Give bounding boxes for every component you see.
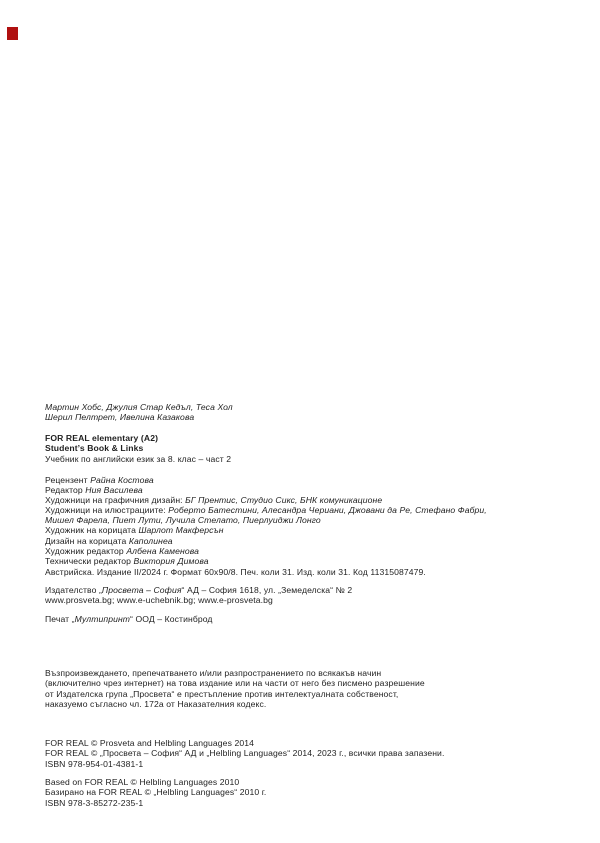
edition-imprint-line [45, 567, 570, 577]
text-line [45, 556, 570, 566]
text-line [45, 699, 570, 709]
text-line [45, 738, 570, 748]
text-segment: Student’s Book & Links [45, 443, 144, 454]
text-line [45, 787, 570, 797]
text-line [45, 689, 570, 699]
text-segment: Шерил Пелтрет, Ивелина Казакова [45, 412, 195, 423]
text-segment: Райна Костова [90, 475, 154, 485]
text-line [45, 475, 570, 485]
text-line [45, 585, 570, 595]
text-segment: Художник на корицата [45, 525, 139, 536]
authors-block [45, 402, 570, 423]
book-title-block [45, 433, 570, 464]
text-line [45, 515, 570, 525]
text-segment: Технически редактор [45, 555, 134, 566]
copyright-block [45, 738, 570, 769]
text-segment: Мартин Хобс, Джулия Стар Кедъл, Теса Хол [45, 402, 233, 412]
text-line [45, 798, 570, 808]
text-segment: Шарлот Макферсън [138, 525, 224, 536]
text-segment: Рецензент [45, 475, 91, 485]
text-segment: ISBN 978-3-85272-235-1 [45, 797, 144, 808]
text-segment: БГ Прентис, Студио Сикс, БНК комуникационе [185, 495, 383, 506]
text-line [45, 433, 570, 443]
text-segment: FOR REAL © „Просвета – София“ АД и „Helbling Languages“ 2014, 2023 г., всички права запазени. [45, 748, 445, 759]
text-segment: Възпроизвеждането, препечатването и/или разпространението по всякакъв начин [45, 668, 382, 678]
text-segment: Австрийска. Издание II/2024 г. Формат 60х90/8. Печ. коли 31. Изд. коли 31. Код 11315087479. [45, 567, 426, 577]
red-square-mark [7, 27, 18, 40]
text-segment: Редактор [45, 485, 86, 496]
text-segment: Художници на графичния дизайн: [45, 495, 186, 506]
text-segment: Просвета – София [101, 585, 182, 595]
text-segment: Ния Василева [85, 485, 143, 496]
text-line [45, 412, 570, 422]
text-segment: www.prosveta.bg; www.e-uchebnik.bg; www.e-prosveta.bg [45, 595, 273, 606]
text-line [45, 748, 570, 758]
text-segment: FOR REAL elementary (A2) [45, 433, 159, 443]
text-line [45, 595, 570, 605]
printer-line [45, 614, 570, 624]
text-segment: Албена Каменова [126, 545, 200, 556]
text-line [45, 443, 570, 453]
legal-notice-block [45, 668, 570, 709]
text-line [45, 402, 570, 412]
text-line [45, 454, 570, 464]
text-line [45, 505, 570, 515]
text-line [45, 525, 570, 535]
text-line [45, 668, 570, 678]
text-segment: Мултипринт [74, 614, 131, 624]
text-segment: Печат „ [45, 614, 75, 624]
based-on-copyright-block [45, 777, 570, 808]
text-segment: Мишел Фарела, Пиет Лути, Лучила Стелато, Пиерлуиджи Лонго [45, 515, 321, 526]
publisher-block [45, 585, 570, 606]
text-segment: Дизайн на корицата [45, 535, 129, 546]
text-line [45, 614, 570, 624]
text-segment: Художници на илюстрациите: [45, 505, 169, 516]
text-segment: “ ООД – Костинброд [130, 614, 213, 624]
text-line [45, 567, 570, 577]
text-line [45, 759, 570, 769]
text-line [45, 678, 570, 688]
text-segment: ISBN 978-954-01-4381-1 [45, 758, 144, 769]
text-segment: от Издателска група „Просвета“ е престъпление против интелектуалната собственост, [45, 688, 399, 699]
text-segment: Роберто Батестини, Алесандра Чериани, Джовани да Ре, Стефано Фабри, [168, 505, 487, 516]
text-line [45, 495, 570, 505]
text-segment: Базирано на FOR REAL © „Helbling Languages“ 2010 г. [45, 787, 267, 798]
text-segment: “ АД – София 1618, ул. „Земеделска“ № 2 [181, 585, 353, 595]
text-segment: FOR REAL © Prosveta and Helbling Languages 2014 [45, 738, 254, 748]
credits-block [45, 475, 570, 566]
text-line [45, 536, 570, 546]
text-line [45, 485, 570, 495]
text-line [45, 777, 570, 787]
text-line [45, 546, 570, 556]
text-segment: Based on FOR REAL © Helbling Languages 2010 [45, 777, 240, 787]
text-segment: Каполинеа [128, 535, 173, 546]
text-segment: (включително чрез интернет) на това издание или на части от него без писмено разрешение [45, 678, 425, 689]
text-segment: Учебник по английски език за 8. клас – част 2 [45, 453, 232, 464]
text-segment: Художник редактор [45, 545, 127, 556]
text-segment: наказуемо съгласно чл. 172а от Наказателния кодекс. [45, 698, 267, 709]
text-segment: Издателство „ [45, 585, 102, 595]
text-segment: Виктория Димова [133, 555, 209, 566]
